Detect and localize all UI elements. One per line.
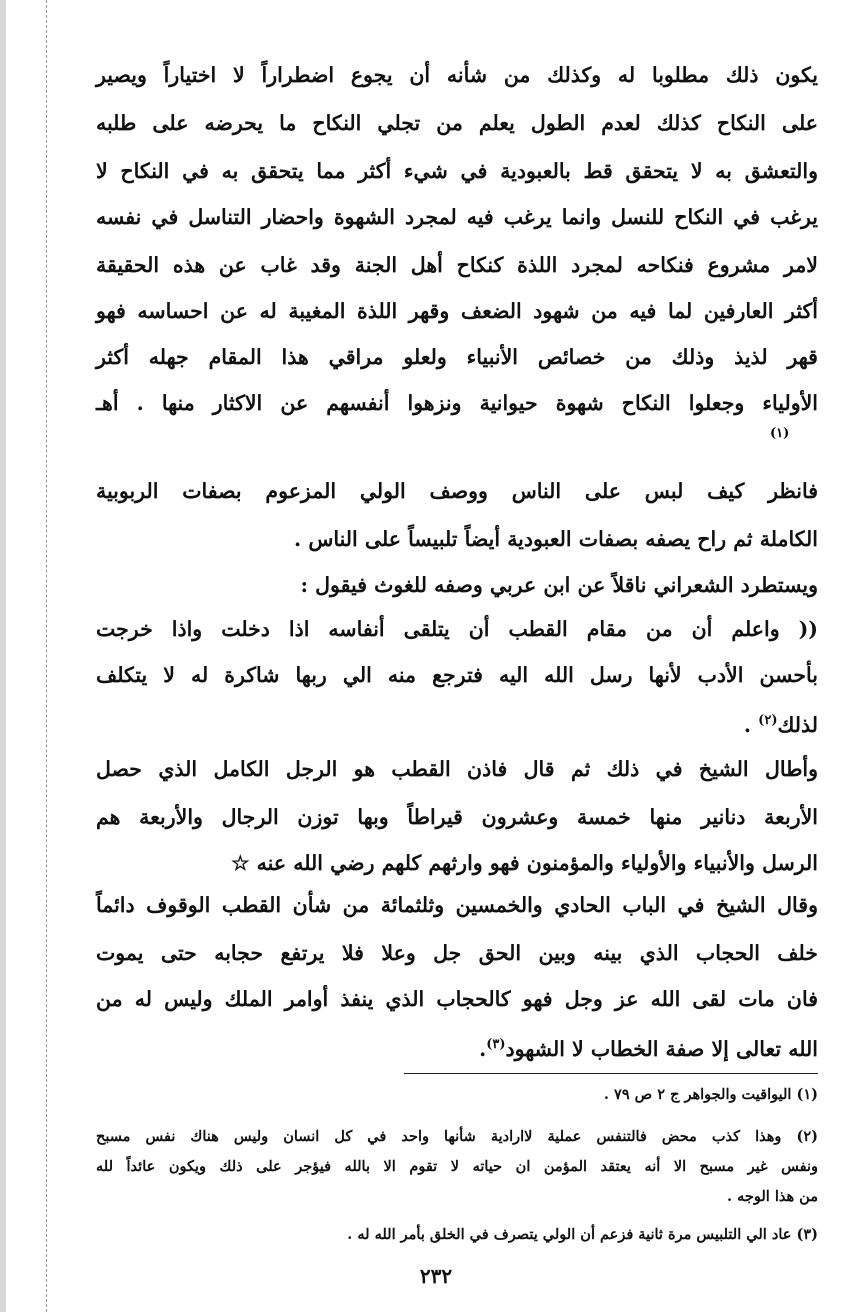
footnote-2-line-2: ونفس غير مسبح الا أنه يعتقد المؤمن ان حياته لا تقوم الا بالله فيؤجر على ذلك ويكون عائداً لله [96, 1158, 818, 1175]
para6-end-text: الله تعالى إلا صفة الخطاب لا الشهود [505, 1036, 818, 1061]
para4-line-3 [96, 698, 818, 744]
para2-line-2: الكاملة ثم راح يصفه بصفات العبودية أيضاً تلبيساً على الناس . [294, 527, 818, 551]
para6-line-2: خلف الحجاب الذي بينه وبين الحق جل وعلا فلا يرتفع حجابه حتى يموت [96, 941, 818, 965]
para5-line-1: وأطال الشيخ في ذلك ثم قال فاذن القطب هو الرجل الكامل الذي حصل [96, 757, 818, 781]
footnote-separator [404, 1073, 818, 1074]
para5-line-3: الرسل والأنبياء والأولياء والمؤمنون فهو وارثهم كلهم رضي الله عنه ☆ [231, 851, 818, 875]
body-line-7: قهر لذيذ وذلك من خصائص الأنبياء ولعلو مراقي هذا المقام جهله أكثر [96, 345, 818, 369]
footnote-ref-3: (٣) [486, 1037, 506, 1052]
body-line-5: لامر مشروع فنكاحه لمجرد اللذة كنكاح أهل الجنة وقد غاب عن هذه الحقيقة [96, 253, 818, 277]
body-line-4: يرغب في النكاح للنسل وانما يرغب فيه لمجرد الشهوة واحضار التناسل في نفسه [96, 205, 818, 229]
para4-tail: . [743, 712, 759, 737]
para4-line-1: (( واعلم أن من مقام القطب أن يتلقى أنفاسه اذا دخلت واذا خرجت [96, 617, 818, 641]
body-line-3: والتعشق به لا يتحقق قط بالعبودية في شيء أكثر مما يتحقق به في النكاح لا [96, 159, 818, 183]
para2-line-1: فانظر كيف لبس على الناس ووصف الولي المزعوم بصفات الربوبية [96, 479, 818, 503]
para5-line-2: الأربعة دنانير منها خمسة وعشرون قيراطاً وبها توزن الرجال والأربعة هم [96, 805, 818, 829]
para6-line-3: فان مات لقى الله عز وجل فهو كالحجاب الذي ينفذ أوامر الملك وليس له من [96, 987, 818, 1011]
body-line-6: أكثر العارفين لما فيه من شهود الضعف وقهر اللذة المغيبة له عن احساسه فهو [96, 299, 818, 323]
para4-line-2: بأحسن الأدب لأنها رسل الله اليه فترجع منه الي ربها شاكرة له لا يتكلف [96, 663, 818, 687]
footnote-2-line-3: من هذا الوجه . [727, 1188, 818, 1205]
page-number: ٢٣٢ [419, 1264, 453, 1288]
footnote-marker-1: (١) [770, 426, 790, 441]
para6-line-1: وقال الشيخ في الباب الحادي والخمسين وثلثمائة من شأن القطب الوقوف دائماً [96, 893, 818, 917]
body-line-2: على النكاح كذلك لعدم الطول يعلم من تجلي النكاح ما يحرضه على طلبه [96, 111, 818, 135]
binding-fold-line [46, 0, 47, 1312]
para6-tail: . [479, 1036, 487, 1061]
page-edge-shadow [0, 0, 6, 1312]
para3-line: ويستطرد الشعراني ناقلاً عن ابن عربي وصفه للغوث فيقول : [300, 573, 818, 597]
para6-line-4 [96, 1022, 818, 1068]
footnote-1: (١) اليواقيت والجواهر ج ٢ ص ٧٩ . [603, 1086, 818, 1103]
para4-end-text: لذلك [777, 712, 818, 737]
body-line-8: الأولياء وجعلوا النكاح شهوة حيوانية ونزهوا أنفسهم عن الاكثار منها . أهـ [96, 391, 818, 415]
body-line-1: يكون ذلك مطلوبا له وكذلك من شأنه أن يجوع اضطراراً لا اختياراً ويصير [96, 63, 818, 87]
footnote-ref-2: (٢) [758, 713, 778, 728]
footnote-3: (٣) عاد الي التلبيس مرة ثانية فزعم أن الولي يتصرف في الخلق بأمر الله له . [347, 1226, 818, 1243]
footnote-2-line-1: (٢) وهذا كذب محض فالتنفس عملية لاارادية شأنها واحد في كل انسان وليس هناك نفس مسبح [96, 1128, 818, 1145]
